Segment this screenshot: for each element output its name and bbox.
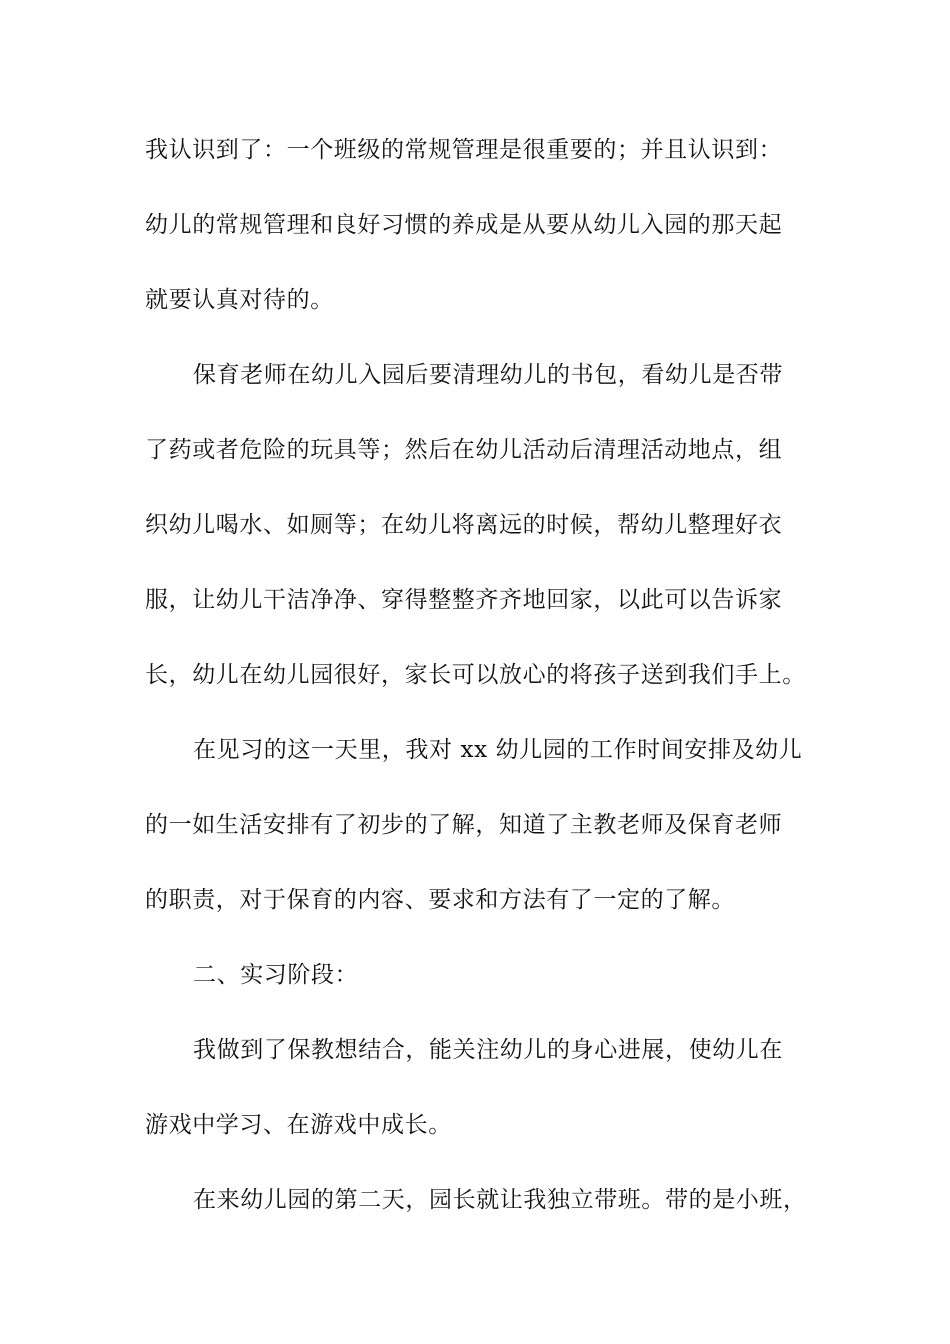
text-line: 保育老师在幼儿入园后要清理幼儿的书包，看幼儿是否带: [193, 362, 783, 388]
text-line: 的职责，对于保育的内容、要求和方法有了一定的了解。: [145, 887, 735, 913]
text-line: 了药或者危险的玩具等；然后在幼儿活动后清理活动地点，组: [145, 437, 783, 463]
text-line: 织幼儿喝水、如厕等；在幼儿将离远的时候，帮幼儿整理好衣: [145, 512, 783, 538]
text-line: 在来幼儿园的第二天，园长就让我独立带班。带的是小班，: [193, 1187, 807, 1213]
section-heading: 二、实习阶段：: [193, 962, 359, 988]
text-line: 游戏中学习、在游戏中成长。: [145, 1112, 452, 1138]
text-line: 服，让幼儿干洁净净、穿得整整齐齐地回家，以此可以告诉家: [145, 587, 783, 613]
text-line: 长，幼儿在幼儿园很好，家长可以放心的将孩子送到我们手上。: [145, 662, 806, 688]
text-line: 在见习的这一天里，我对 xx 幼儿园的工作时间安排及幼儿: [193, 737, 803, 763]
text-line: 我做到了保教想结合，能关注幼儿的身心进展，使幼儿在: [193, 1037, 783, 1063]
text-line: 的一如生活安排有了初步的了解，知道了主教老师及保育老师: [145, 812, 783, 838]
text-line: 我认识到了：一个班级的常规管理是很重要的；并且认识到：: [145, 137, 783, 163]
text-line: 就要认真对待的。: [145, 287, 334, 313]
text-line: 幼儿的常规管理和良好习惯的养成是从要从幼儿入园的那天起: [145, 212, 783, 238]
